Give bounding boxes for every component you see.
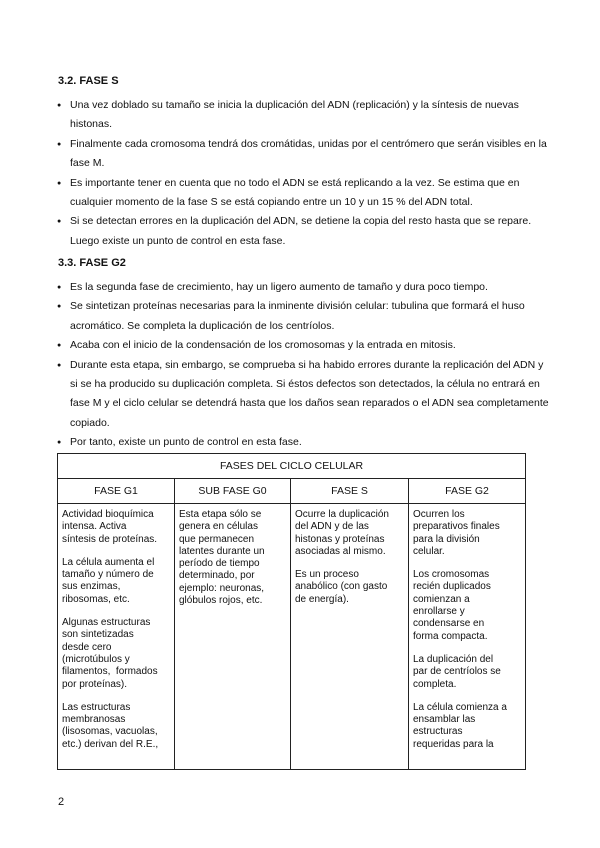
list-item: ● Acaba con el inicio de la condensación de los cromosomas y la entrada en mitosis. xyxy=(0,336,600,355)
list-item: ● Si se detectan errores en la duplicación del ADN, se detiene la copia del resto hasta que se repare. Luego existe un punto de control en esta fase. xyxy=(0,212,600,251)
heading-fase-g2: 3.3. FASE G2 xyxy=(58,257,126,269)
cell-fase-g2 xyxy=(409,504,526,770)
paragraph: Ocurre la duplicación del ADN y de las histonas y proteínas asociadas al mismo. xyxy=(295,509,389,557)
paragraph: Esta etapa sólo se genera en células que permanecen latentes durante un período de tiempo determinado, por ejemplo: neuronas, glóbulos rojos, etc. xyxy=(179,509,265,607)
cell-fase-s xyxy=(291,504,409,770)
paragraph: Las estructuras membranosas (lisosomas, vacuolas, etc.) derivan del R.E., xyxy=(62,701,159,750)
list-item: ● Se sintetizan proteínas necesarias para la inminente división celular: tubulina que formará el huso acromático. Se completa la duplicación de los centríolos. xyxy=(0,297,600,336)
paragraph: Es un proceso anabólico (con gasto de energía). xyxy=(295,569,388,605)
list-item: ● Por tanto, existe un punto de control en esta fase. xyxy=(0,433,600,452)
list-item: ● Finalmente cada cromosoma tendrá dos cromátidas, unidas por el centrómero que serán visibles en la fase M. xyxy=(0,135,600,174)
list-item: ● Una vez doblado su tamaño se inicia la duplicación del ADN (replicación) y la síntesis de nuevas histonas. xyxy=(0,96,600,135)
list-item: ● Es la segunda fase de crecimiento, hay un ligero aumento de tamaño y dura poco tiempo. xyxy=(0,278,600,297)
heading-fase-s: 3.2. FASE S xyxy=(58,75,119,87)
column-header-g1: FASE G1 xyxy=(58,479,175,504)
list-item: ● Es importante tener en cuenta que no todo el ADN se está replicando a la vez. Se estima que en cualquier momento de la fase S se está copiando entre un 10 y un 15 % del ADN total. xyxy=(0,174,600,213)
paragraph: La duplicación del par de centríolos se completa. xyxy=(413,653,501,690)
paragraph: La célula aumenta el tamaño y número de sus enzimas, ribosomas, etc. xyxy=(62,556,155,605)
cell-cycle-table xyxy=(57,453,526,770)
paragraph: La célula comienza a ensamblar las estructuras requeridas para la xyxy=(413,701,507,750)
page-number: 2 xyxy=(58,796,65,808)
list-item: ● Durante esta etapa, sin embargo, se comprueba si ha habido errores durante la replicación del ADN y si se ha producido su duplicación completa. Si éstos defectos son detectados, la célula no entrará en fase M y el ciclo celular se detendrá hasta que los daños sean reparados o el ADN sea completamente copiado. xyxy=(0,356,600,434)
paragraph: Ocurren los preparativos finales para la división celular. xyxy=(413,509,500,557)
fase-s-bullet-list xyxy=(0,96,600,251)
column-header-s: FASE S xyxy=(291,479,409,504)
column-header-g2: FASE G2 xyxy=(409,479,526,504)
column-header-g0: SUB FASE G0 xyxy=(175,479,291,504)
table-title: FASES DEL CICLO CELULAR xyxy=(58,454,526,479)
paragraph: Algunas estructuras son sintetizadas desde cero (microtúbulos y filamentos, formados por proteínas). xyxy=(62,617,158,690)
fase-g2-bullet-list xyxy=(0,278,600,453)
paragraph: Los cromosomas recién duplicados comienzan a enrollarse y condensarse en forma compacta. xyxy=(413,569,491,642)
cell-fase-g1 xyxy=(58,504,175,770)
cell-subfase-g0 xyxy=(175,504,291,770)
paragraph: Actividad bioquímica intensa. Activa síntesis de proteínas. xyxy=(62,509,158,545)
